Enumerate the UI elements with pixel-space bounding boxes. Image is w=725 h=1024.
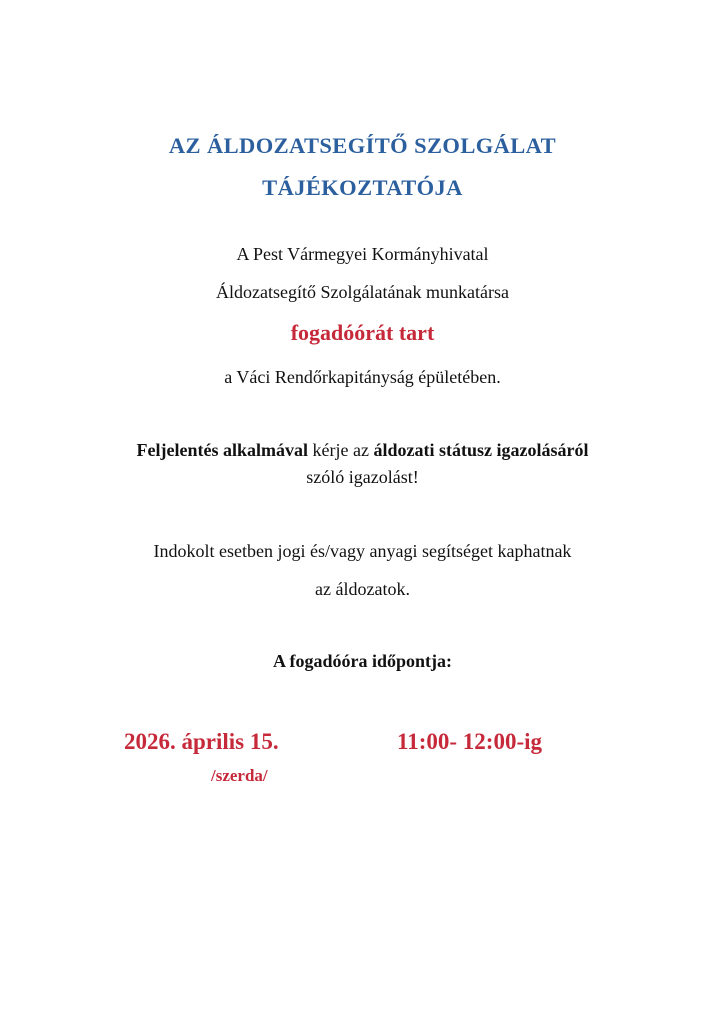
appointment-time: 11:00- 12:00-ig [397,729,543,754]
appointment-date: 2026. április 15. [124,729,279,754]
intro-highlight: fogadóórát tart [290,320,435,345]
intro-line-2: Áldozatsegítő Szolgálatának munkatársa [216,282,509,302]
heading-line-1: AZ ÁLDOZATSEGÍTŐ SZOLGÁLAT [168,133,557,158]
intro-line-3: a Váci Rendőrkapitányság épületében. [224,367,501,387]
report-bold-1: Feljelentés alkalmával [136,440,309,460]
report-normal-1: kérje az [308,440,374,460]
appointment-label: A fogadóóra időpontja: [272,651,452,671]
heading-line-2: TÁJÉKOZTATÓJA [262,175,463,200]
intro-line-1: A Pest Vármegyei Kormányhivatal [236,244,489,264]
report-line-2: szóló igazolást! [306,467,419,487]
support-line-2: az áldozatok. [315,579,410,599]
report-line-1 [0,441,725,459]
report-bold-2: áldozati státusz igazolásáról [373,440,589,460]
support-line-1: Indokolt esetben jogi és/vagy anyagi segítséget kaphatnak [153,541,572,561]
appointment-weekday: /szerda/ [211,766,268,785]
